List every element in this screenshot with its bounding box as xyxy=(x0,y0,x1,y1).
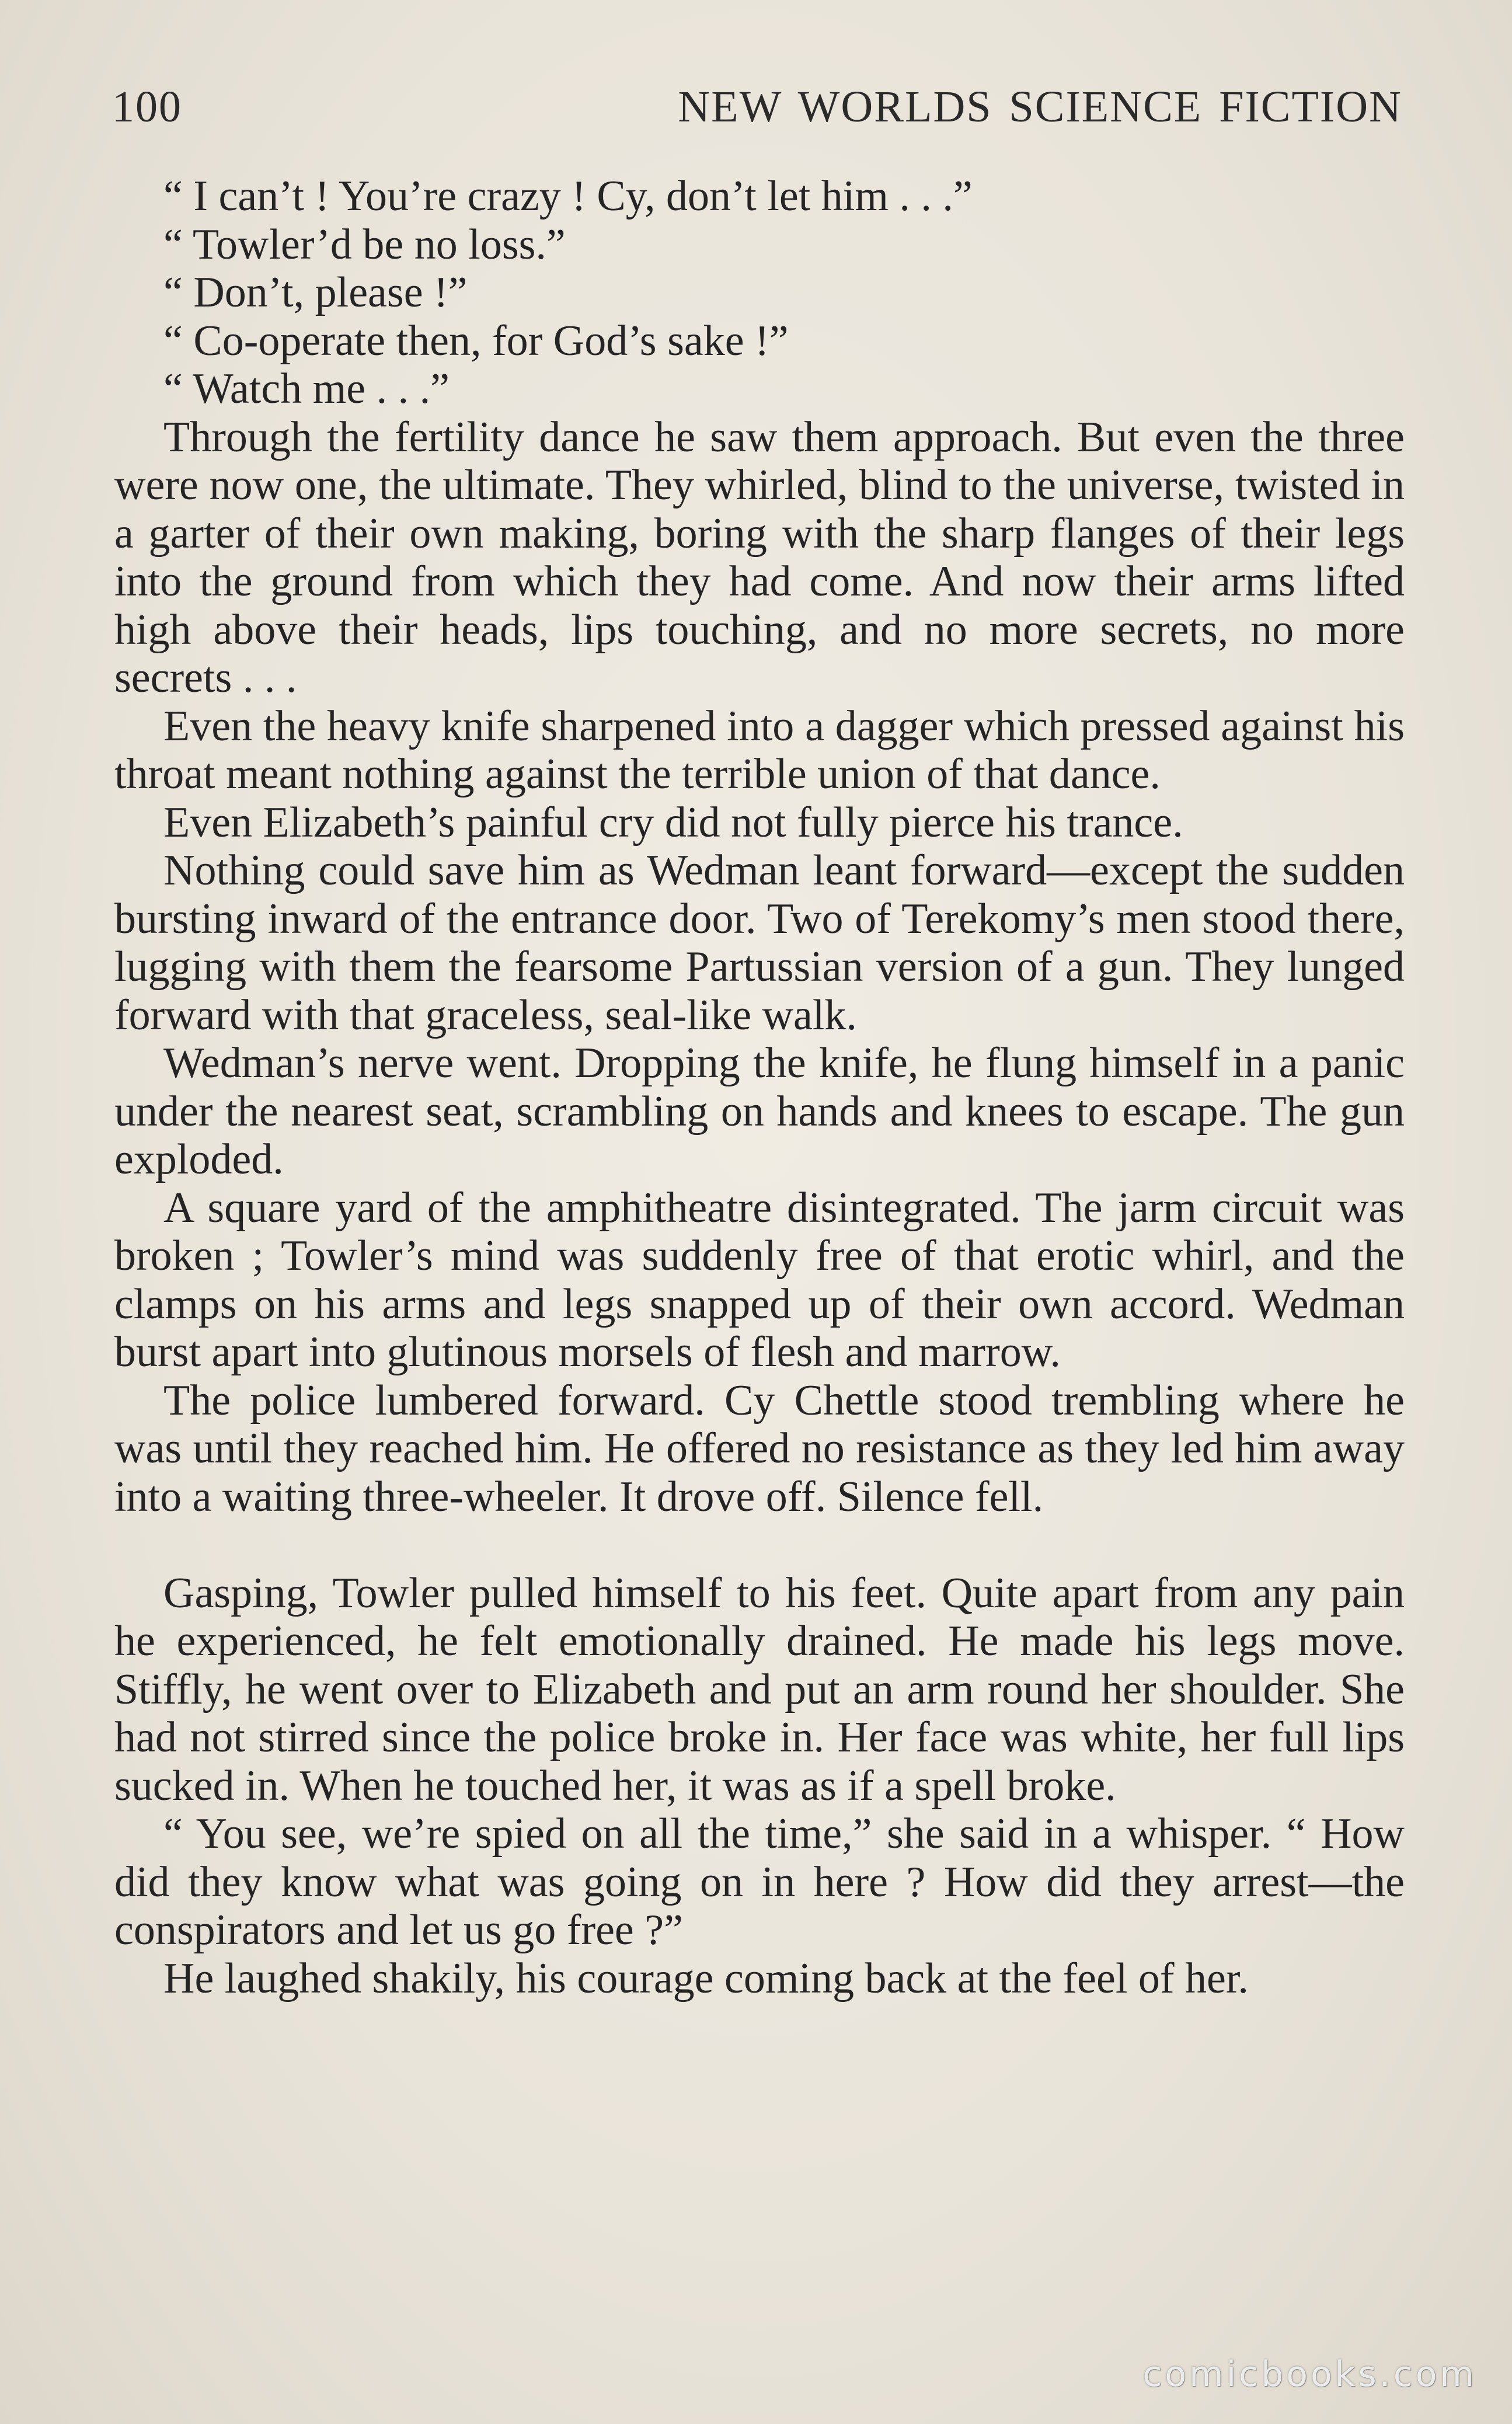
running-head xyxy=(112,82,1402,140)
paragraph: Gasping, Towler pulled himself to his feet. Quite apart from any pain he experienced, he felt emotionally drained. He made his legs move. Stiffly, he went over to Elizabeth and put an arm round her shoulder. She had not stirred since the police broke in. Her face was white, her full lips sucked in. When he touched her, it was as if a spell broke. xyxy=(114,1569,1405,1810)
paragraph: Through the fertility dance he saw them approach. But even the three were now one, the ultimate. They whirled, blind to the universe, twisted in a garter of their own making, boring with the sharp flanges of their legs into the ground from which they had come. And now their arms lifted high above their heads, lips touching, and no more secrets, no more secrets . . . xyxy=(114,413,1405,702)
section-break xyxy=(114,1521,1405,1569)
dialogue-line: “ Towler’d be no loss.” xyxy=(163,220,566,269)
dialogue-line: “ Don’t, please !” xyxy=(163,269,468,316)
paragraph: Nothing could save him as Wedman leant forward—except the sudden bursting inward of the entrance door. Two of Terekomy’s men stood there, lugging with them the fearsome Partussian version of a gun. They lunged forward with that graceless, seal-like walk. xyxy=(114,847,1405,1039)
paragraph: “ You see, we’re spied on all the time,” she said in a whisper. “ How did they know what was going on in here ? How did they arrest—the conspirators and let us go free ?” xyxy=(114,1810,1405,1954)
paragraph: Wedman’s nerve went. Dropping the knife, he flung himself in a panic under the nearest seat, scrambling on hands and knees to escape. The gun exploded. xyxy=(114,1039,1405,1183)
dialogue-line: “ Watch me . . .” xyxy=(163,365,450,413)
paragraph: Even Elizabeth’s painful cry did not fully pierce his trance. xyxy=(163,798,1183,847)
paragraph: He laughed shakily, his courage coming back at the feel of her. xyxy=(163,1954,1249,2002)
site-watermark: comicbooks.com xyxy=(1142,2354,1477,2395)
paragraph: Even the heavy knife sharpened into a dagger which pressed against his throat meant nothing against the terrible union of that dance. xyxy=(114,702,1405,798)
dialogue-line: “ Co-operate then, for God’s sake !” xyxy=(163,316,789,365)
story-text xyxy=(114,172,1405,2002)
dialogue-line: “ I can’t ! You’re crazy ! Cy, don’t let him . . .” xyxy=(163,172,973,220)
paragraph: The police lumbered forward. Cy Chettle stood trembling where he was until they reached him. He offered no resistance as they led him away into a waiting three-wheeler. It drove off. Silence fell. xyxy=(114,1376,1405,1521)
paragraph: A square yard of the amphitheatre disintegrated. The jarm circuit was broken ; Towler’s mind was suddenly free of that erotic whirl, and the clamps on his arms and legs snapped up of their own accord. Wedman burst apart into glutinous morsels of flesh and marrow. xyxy=(114,1183,1405,1376)
journal-title: NEW WORLDS SCIENCE FICTION xyxy=(678,82,1402,131)
page-number: 100 xyxy=(112,82,182,131)
